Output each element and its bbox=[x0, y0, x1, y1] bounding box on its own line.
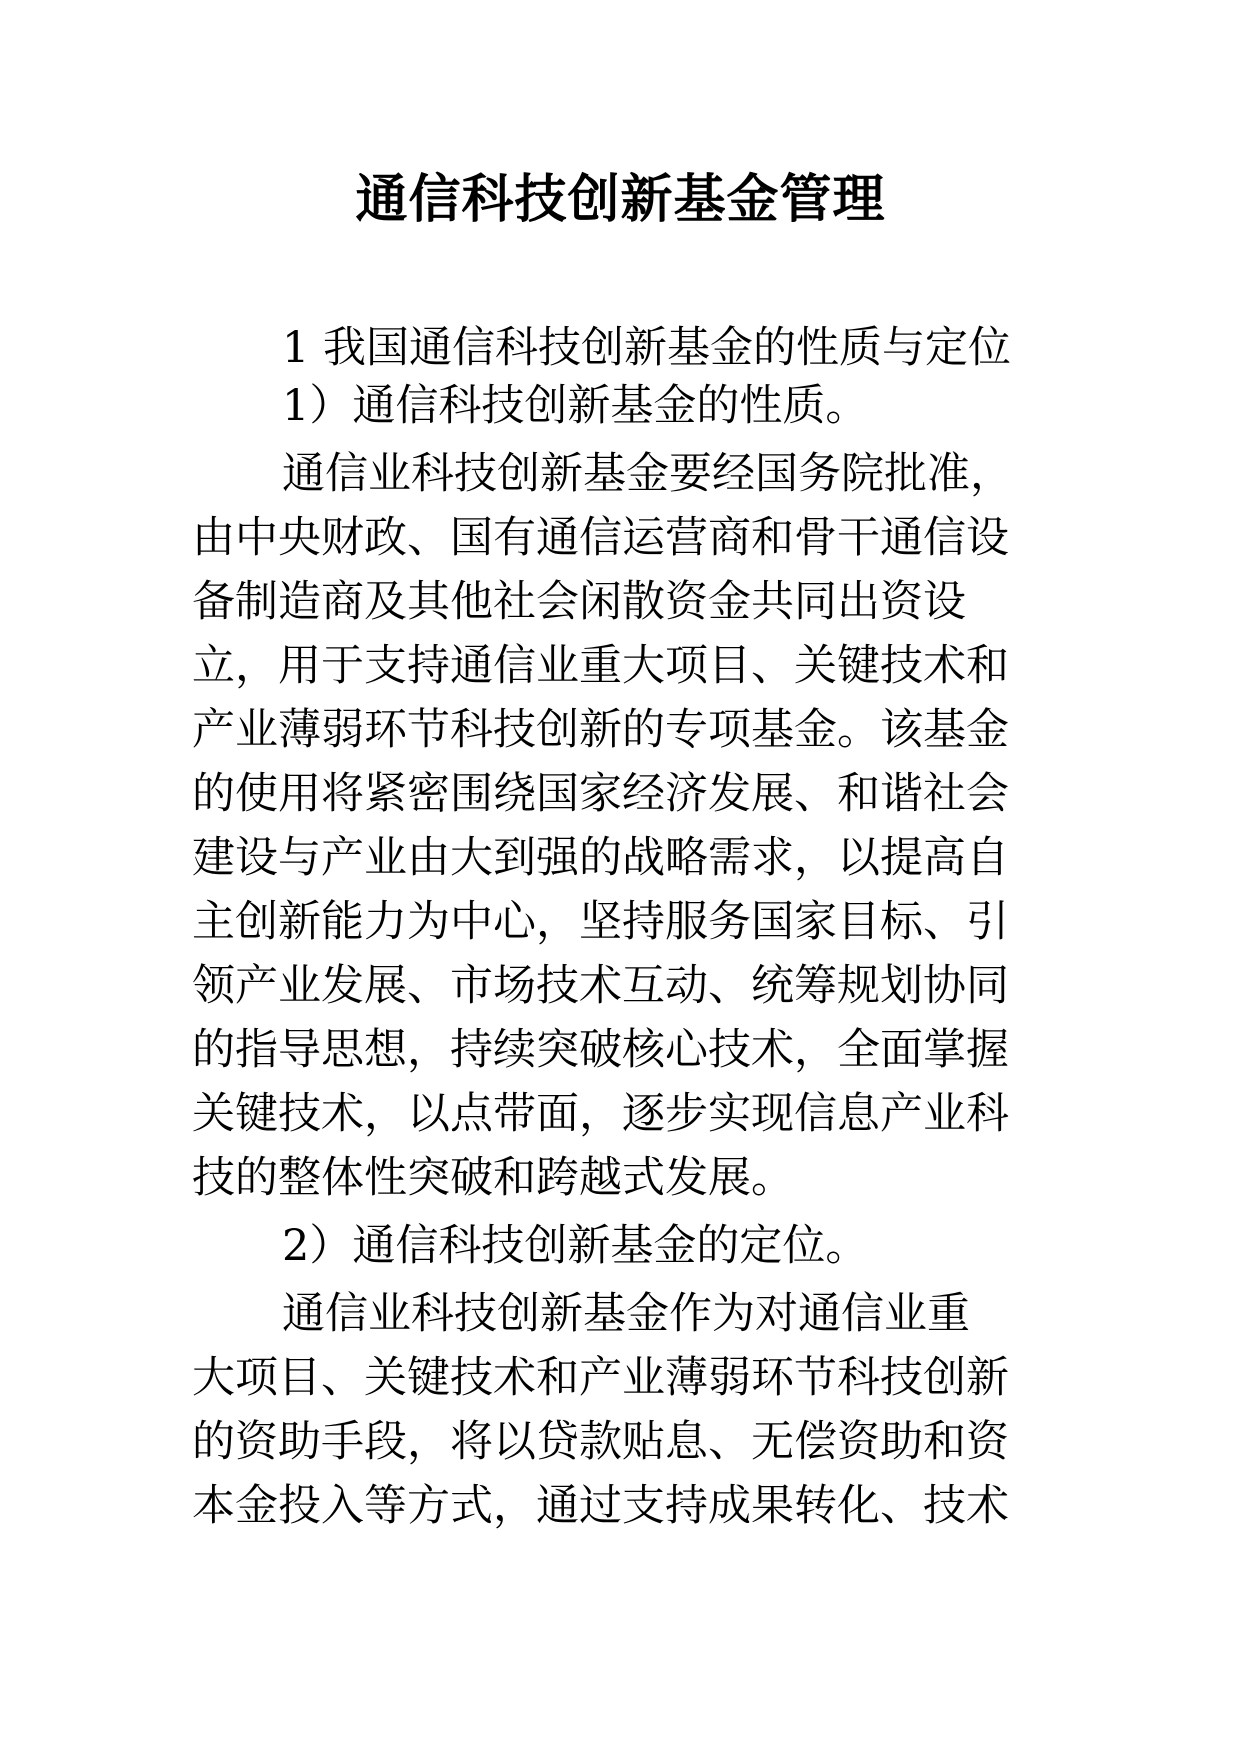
paragraph-line: 的资助手段，将以贷款贴息、无偿资助和资 bbox=[192, 1417, 1009, 1467]
paragraph-line: 的指导思想，持续突破核心技术，全面掌握 bbox=[192, 1025, 1009, 1075]
paragraph-line: 通信业科技创新基金作为对通信业重 bbox=[282, 1289, 970, 1339]
subheading-nature: 1）通信科技创新基金的性质。 bbox=[282, 381, 869, 431]
paragraph-line: 的使用将紧密围绕国家经济发展、和谐社会 bbox=[192, 769, 1009, 819]
section-heading: 1 我国通信科技创新基金的性质与定位 bbox=[282, 323, 1012, 373]
paragraph-line: 产业薄弱环节科技创新的专项基金。该基金 bbox=[192, 705, 1009, 755]
document-title: 通信科技创新基金管理 bbox=[355, 169, 886, 230]
paragraph-line: 通信业科技创新基金要经国务院批准， bbox=[282, 449, 1013, 499]
paragraph-line: 本金投入等方式，通过支持成果转化、技术 bbox=[192, 1481, 1009, 1531]
paragraph-line: 领产业发展、市场技术互动、统筹规划协同 bbox=[192, 961, 1009, 1011]
paragraph-line: 关键技术，以点带面，逐步实现信息产业科 bbox=[192, 1089, 1009, 1139]
paragraph-line: 由中央财政、国有通信运营商和骨干通信设 bbox=[192, 513, 1009, 563]
paragraph-line: 技的整体性突破和跨越式发展。 bbox=[192, 1153, 794, 1203]
paragraph-line: 立，用于支持通信业重大项目、关键技术和 bbox=[192, 641, 1009, 691]
paragraph-line: 主创新能力为中心，坚持服务国家目标、引 bbox=[192, 897, 1009, 947]
paragraph-line: 备制造商及其他社会闲散资金共同出资设 bbox=[192, 577, 966, 627]
paragraph-line: 建设与产业由大到强的战略需求，以提高自 bbox=[192, 833, 1009, 883]
paragraph-line: 大项目、关键技术和产业薄弱环节科技创新 bbox=[192, 1353, 1009, 1403]
subheading-positioning: 2）通信科技创新基金的定位。 bbox=[282, 1221, 869, 1271]
